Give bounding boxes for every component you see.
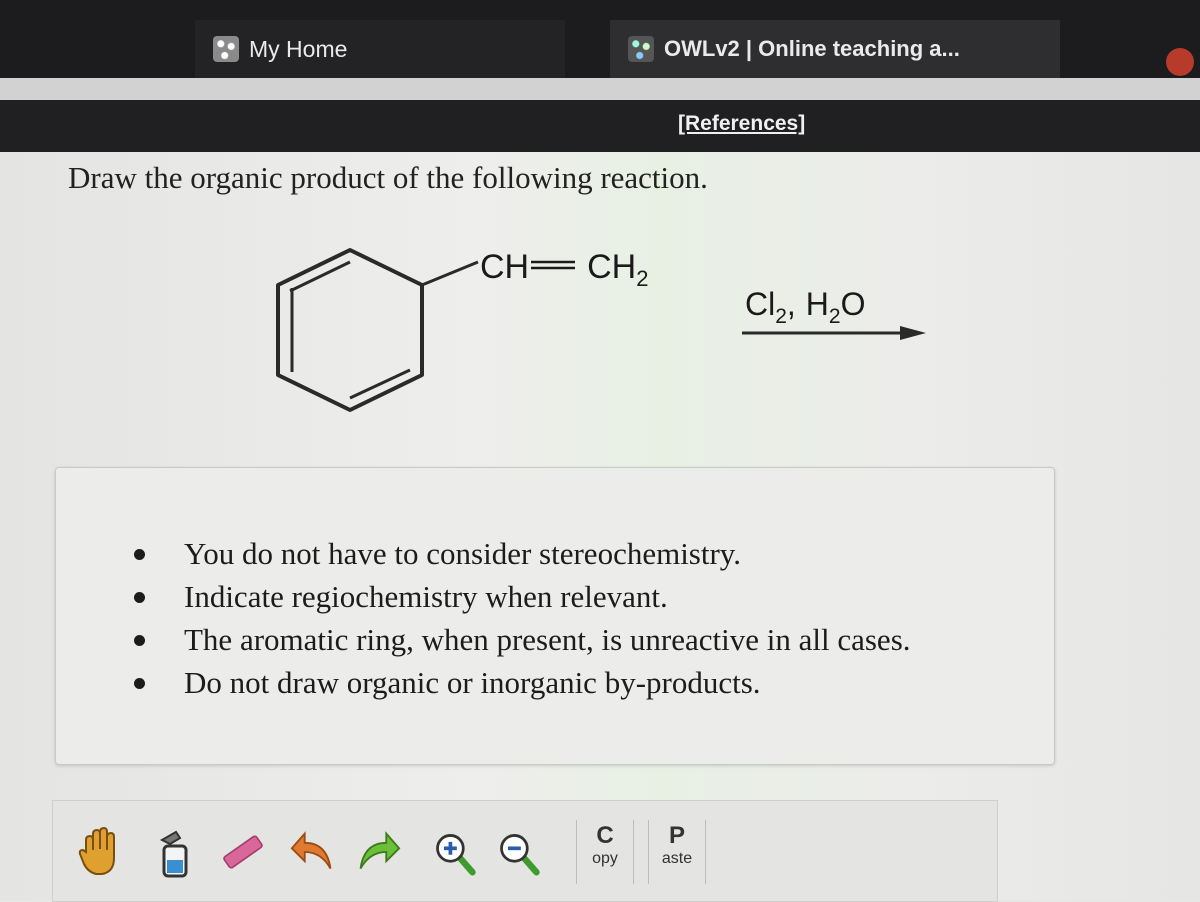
tab-label: OWLv2 | Online teaching a... xyxy=(664,36,960,61)
question-text: Draw the organic product of the following reaction. xyxy=(68,160,708,195)
bond-line xyxy=(422,262,478,285)
eraser-tool-icon[interactable] xyxy=(220,822,266,882)
benzene-ring xyxy=(278,250,422,410)
redo-icon[interactable] xyxy=(355,822,401,882)
instruction-list xyxy=(134,532,911,704)
instructions-box xyxy=(55,467,1055,765)
vinyl-group: CH $CH_2$ xyxy=(480,248,649,291)
instruction-item: Indicate regiochemistry when relevant. xyxy=(134,575,911,618)
paste-small-label: aste xyxy=(661,850,693,867)
bottle-tool-icon[interactable] xyxy=(150,822,196,882)
instruction-item: The aromatic ring, when present, is unreactive in all cases. xyxy=(134,618,911,661)
paste-button[interactable] xyxy=(648,820,706,884)
zoom-out-icon[interactable] xyxy=(496,822,542,882)
copy-button[interactable] xyxy=(576,820,634,884)
reagents: $Cl_2$, $H_2O$ xyxy=(745,286,866,328)
hand-tool-icon[interactable] xyxy=(76,822,122,882)
tab-label: My Home xyxy=(249,35,348,62)
copy-big-letter: C xyxy=(596,822,614,849)
zoom-in-icon[interactable] xyxy=(432,822,478,882)
copy-small-label: opy xyxy=(592,850,618,867)
reaction-arrow xyxy=(742,326,926,340)
instruction-item: You do not have to consider stereochemistry. xyxy=(134,532,911,575)
references-link[interactable]: [References] xyxy=(678,112,806,135)
paste-big-letter: P xyxy=(668,822,685,849)
undo-icon[interactable] xyxy=(290,822,336,882)
instruction-item: Do not draw organic or inorganic by-products. xyxy=(134,661,911,704)
